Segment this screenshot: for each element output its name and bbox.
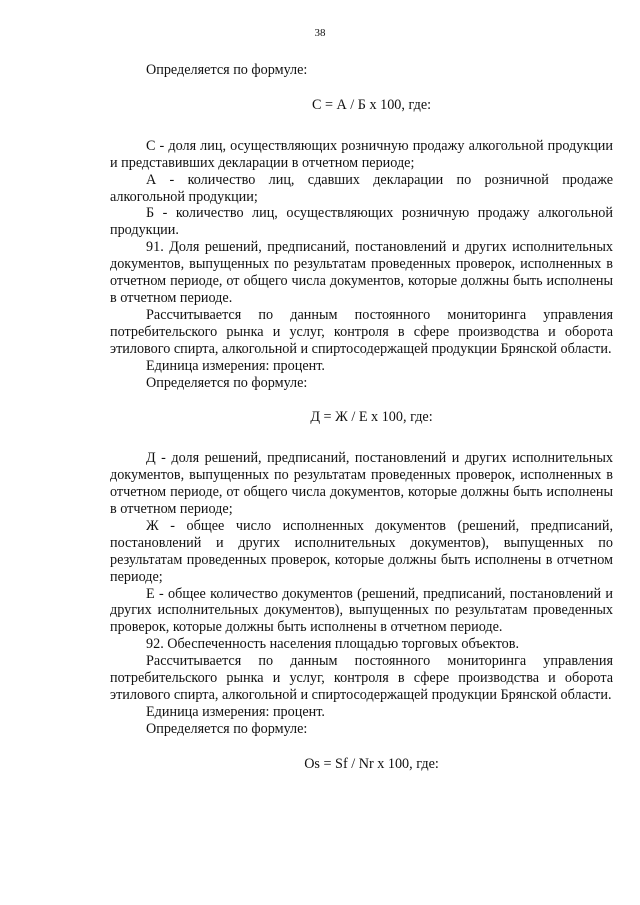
item-91-calculation: Рассчитывается по данным постоянного мониторинга управления потребительского рынка и услуг, контроля в сфере производства и оборота этилового спирта, алкогольной и спиртосодержащей продукции Брянской области. xyxy=(110,306,613,357)
definition-zh: Ж - общее число исполненных документов (решений, предписаний, постановлений и других исполнительных документов), выпущенных по результатам проведенных проверок, которые должны быть исполнены в отчетном периоде; xyxy=(110,517,613,585)
document-body xyxy=(110,62,613,797)
definition-b: Б - количество лиц, осуществляющих розничную продажу алкогольной продукции. xyxy=(110,205,613,239)
definition-e: Е - общее количество документов (решений, предписаний, постановлений и других исполнительных документов), выпущенных по результатам проведенных проверок, которые должны быть исполнены в отчетном периоде. xyxy=(110,585,613,636)
formula-intro-label: Определяется по формуле: xyxy=(146,62,308,78)
page-number: 38 xyxy=(314,27,326,39)
item-92-formula-label: Определяется по формуле: xyxy=(146,720,308,737)
definition-d: Д - доля решений, предписаний, постановлений и других исполнительных документов, выпущенных по результатам проведенных проверок, исполненных в отчетном периоде, от общего числа документов, которые должны быть исполнены в отчетном периоде; xyxy=(110,450,613,518)
formula-c: С = А / Б х 100, где: xyxy=(311,96,432,113)
definition-c: С - доля лиц, осуществляющих розничную продажу алкогольной продукции и представивших декларации в отчетном периоде; xyxy=(110,137,613,171)
definition-a: А - количество лиц, сдавших декларации по розничной продаже алкогольной продукции; xyxy=(110,171,613,205)
item-91-formula-label: Определяется по формуле: xyxy=(146,374,308,391)
item-92-calculation: Рассчитывается по данным постоянного мониторинга управления потребительского рынка и услуг, контроля в сфере производства и оборота этилового спирта, алкогольной и спиртосодержащей продукции Брянской области. xyxy=(110,653,613,703)
item-91-unit: Единица измерения: процент. xyxy=(146,357,325,374)
item-91-heading: 91. Доля решений, предписаний, постановлений и других исполнительных документов, выпущенных по результатам проведенных проверок, исполненных в отчетном периоде, от общего числа документов, которые должны быть исполнены в отчетном периоде. xyxy=(110,239,613,306)
formula-d: Д = Ж / Е х 100, где: xyxy=(310,409,433,426)
formula-os: Os = Sf / Nr х 100, где: xyxy=(304,755,439,772)
item-92-heading: 92. Обеспеченность населения площадью торговых объектов. xyxy=(146,636,520,653)
item-92-unit: Единица измерения: процент. xyxy=(146,703,325,720)
